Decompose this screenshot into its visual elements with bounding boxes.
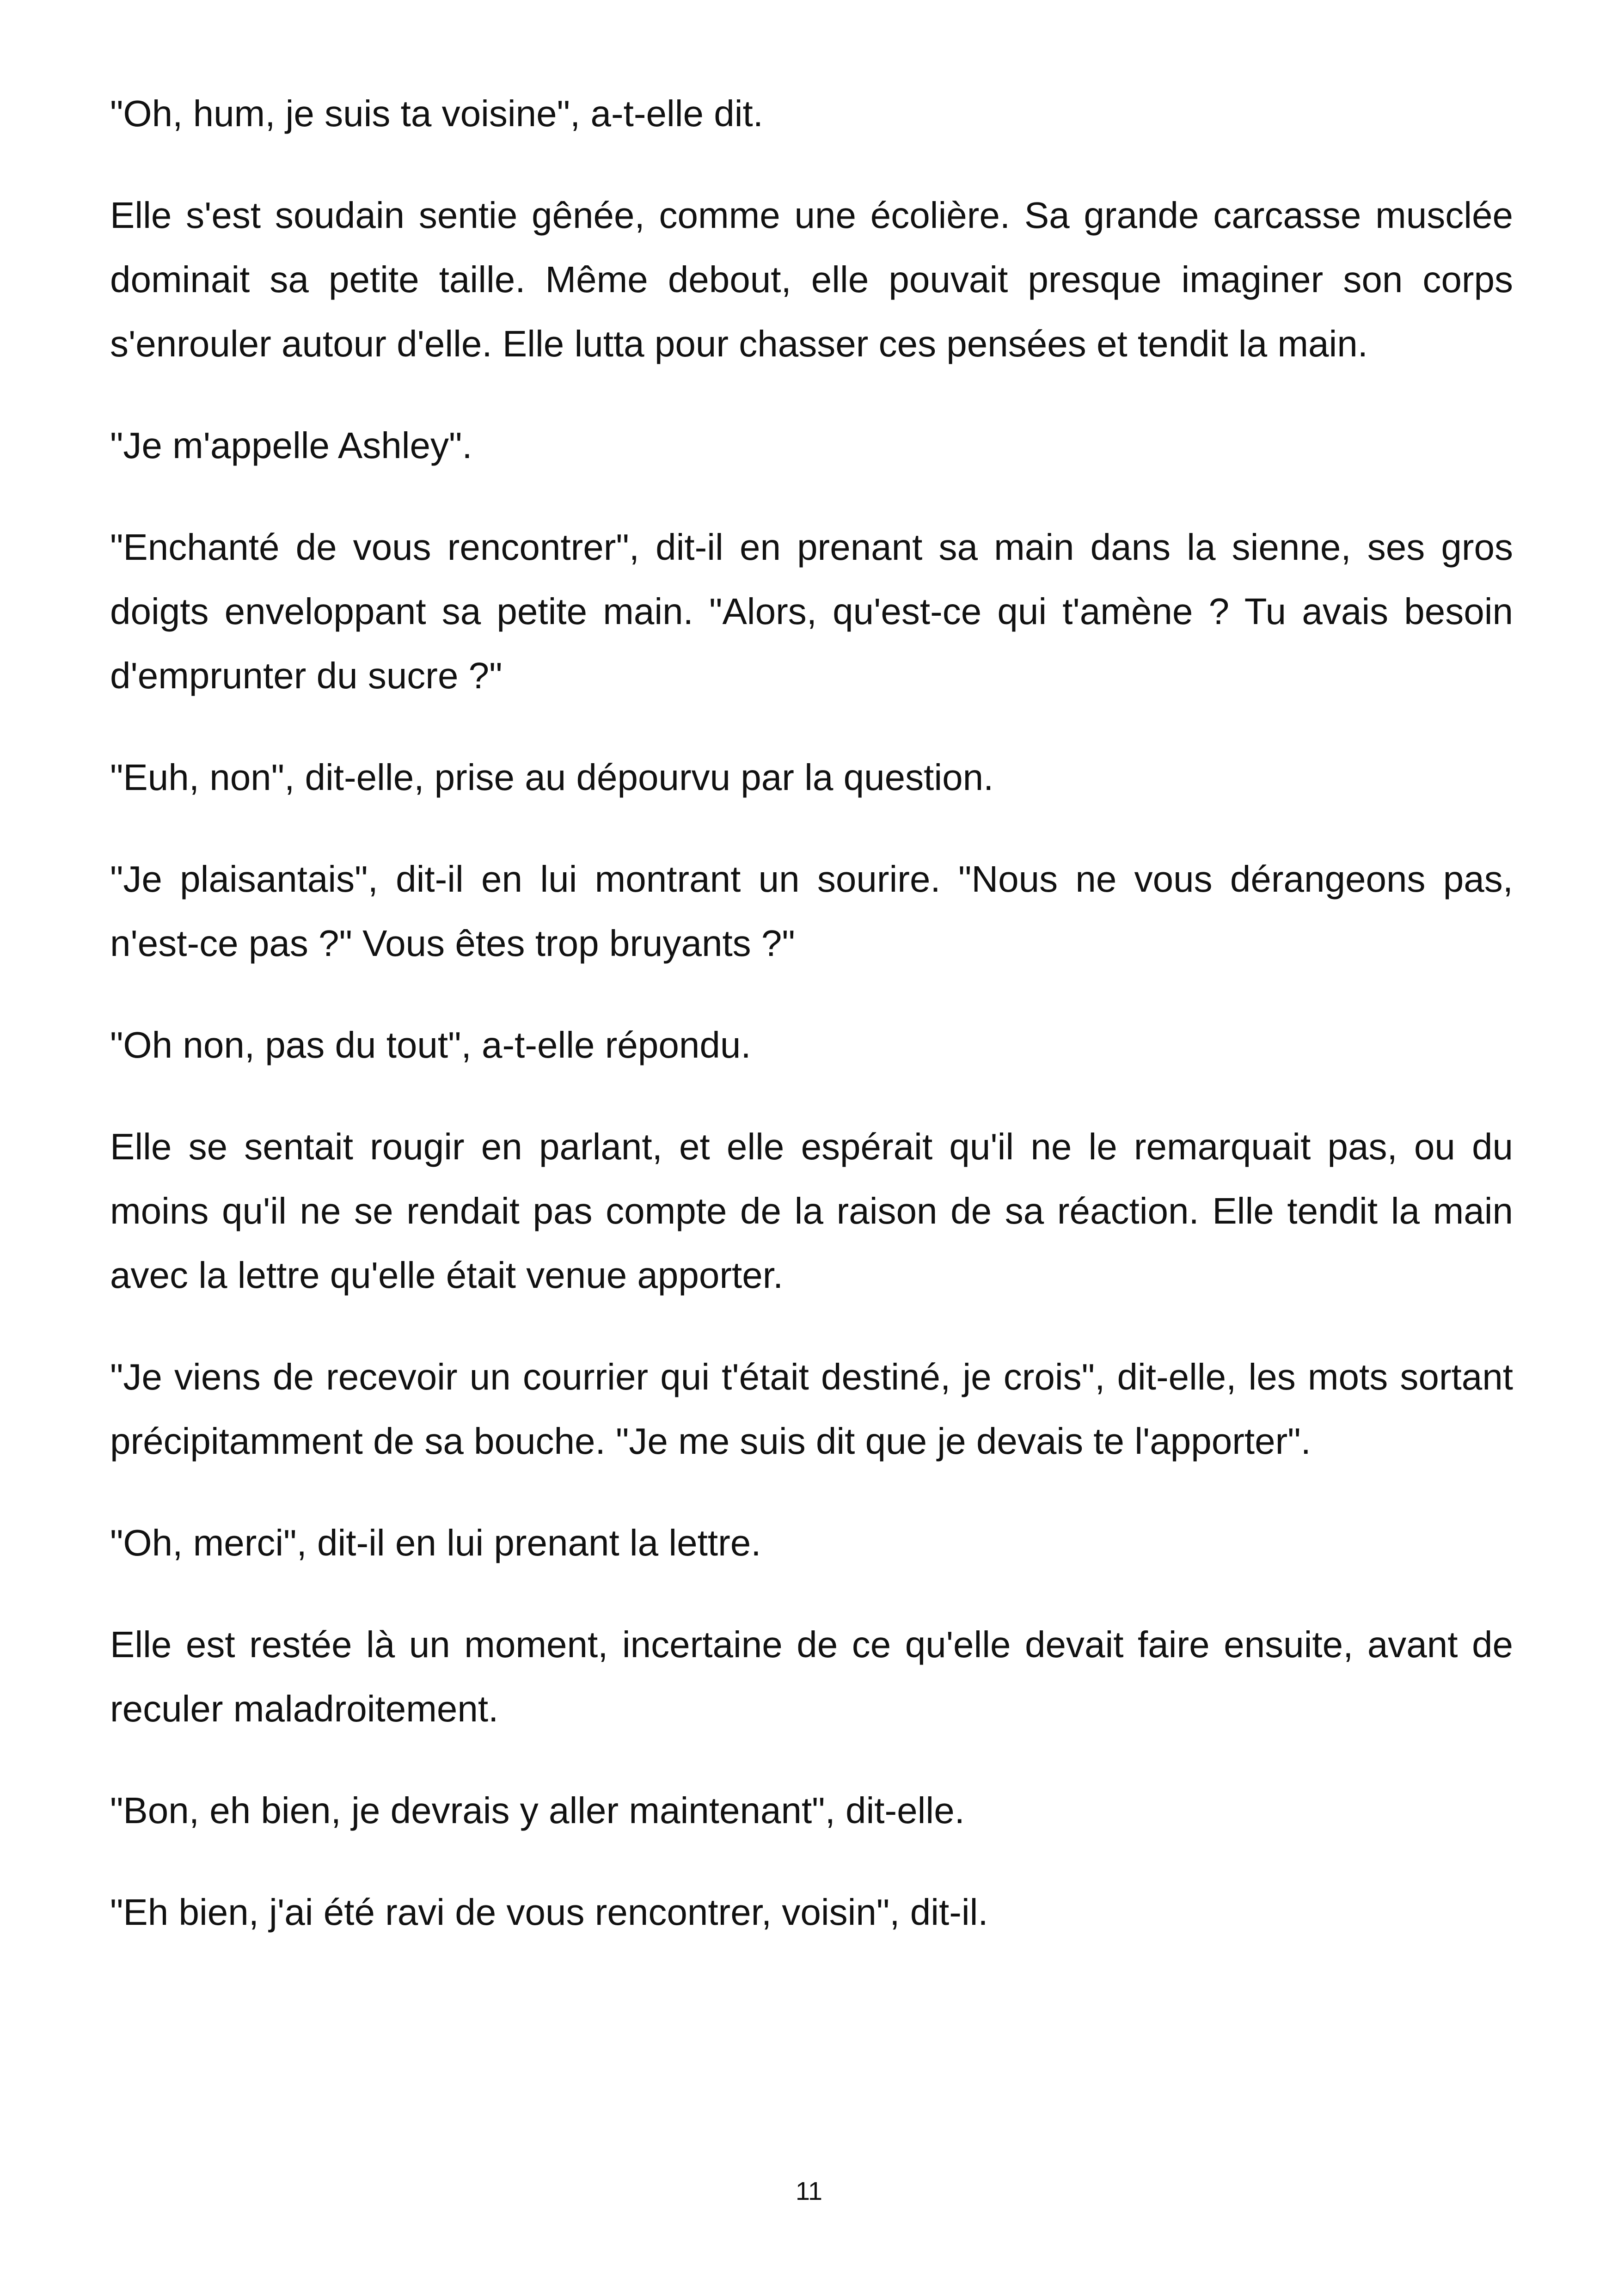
paragraph: "Euh, non", dit-elle, prise au dépourvu par la question.: [110, 757, 994, 798]
paragraph: Elle est restée là un moment, incertaine de ce qu'elle devait faire ensuite, avant de reculer maladroitement.: [110, 1624, 1513, 1729]
paragraph: "Oh, hum, je suis ta voisine", a-t-elle dit.: [110, 93, 763, 134]
paragraph: Elle se sentait rougir en parlant, et elle espérait qu'il ne le remarquait pas, ou du moins qu'il ne se rendait pas compte de la raison de sa réaction. Elle tendit la main avec la lettre qu'elle était venue apporter.: [110, 1126, 1513, 1296]
paragraph: "Je plaisantais", dit-il en lui montrant un sourire. "Nous ne vous dérangeons pas, n'est-ce pas ?" Vous êtes trop bruyants ?": [110, 858, 1513, 964]
paragraph: "Oh, merci", dit-il en lui prenant la lettre.: [110, 1522, 761, 1563]
paragraph: "Je viens de recevoir un courrier qui t'était destiné, je crois", dit-elle, les mots sortant précipitamment de sa bouche. "Je me suis dit que je devais te l'apporter".: [110, 1356, 1513, 1462]
body-text: [110, 81, 1513, 1982]
paragraph: "Oh non, pas du tout", a-t-elle répondu.: [110, 1024, 751, 1065]
paragraph: "Je m'appelle Ashley".: [110, 425, 472, 466]
paragraph: Elle s'est soudain sentie gênée, comme une écolière. Sa grande carcasse musclée dominait sa petite taille. Même debout, elle pouvait presque imaginer son corps s'enrouler autour d'elle. Elle lutta pour chasser ces pensées et tendit la main.: [110, 195, 1513, 364]
page-number: 11: [795, 2176, 823, 2205]
paragraph: "Bon, eh bien, je devrais y aller maintenant", dit-elle.: [110, 1790, 965, 1831]
paragraph: "Enchanté de vous rencontrer", dit-il en prenant sa main dans la sienne, ses gros doigts enveloppant sa petite main. "Alors, qu'est-ce qui t'amène ? Tu avais besoin d'emprunter du sucre ?": [110, 527, 1513, 696]
paragraph: "Eh bien, j'ai été ravi de vous rencontrer, voisin", dit-il.: [110, 1892, 988, 1933]
